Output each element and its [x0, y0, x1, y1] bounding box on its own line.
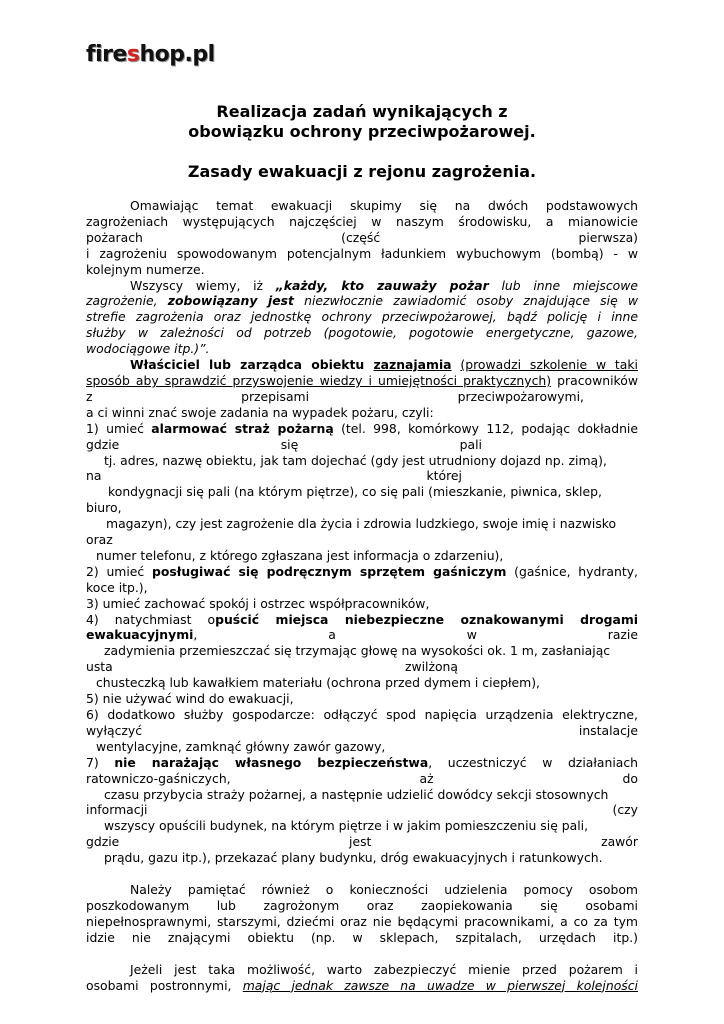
- text-line: magazyn), czy jest zagrożenie dla życia i zdrowia ludzkiego, swoje imię i nazwisko: [106, 516, 617, 532]
- text-line: czasu przybycia straży pożarnej, a następnie udzielić dowódcy sekcji stosownych: [104, 786, 609, 802]
- logo-text-fire: fire: [86, 42, 127, 67]
- text-line: na której: [86, 468, 462, 484]
- text-line: Wszyscy wiemy, iż „każdy, kto zauważy pożar lub inne miejscowe: [130, 277, 638, 293]
- logo-text-hop: hop.pl: [139, 42, 215, 67]
- text-line: numer telefonu, z którego zgłaszana jest informacja o zdarzeniu),: [96, 547, 504, 563]
- text-line: zagrożeniach występujących najczęściej w naszym środowisku, a mianowicie: [86, 213, 638, 229]
- list-item: 1) umieć alarmować straż pożarną (tel. 998, komórkowy 112, podając dokładnie: [86, 420, 638, 436]
- text-line: informacji (czy: [86, 802, 638, 818]
- logo-text-s: s: [126, 42, 140, 67]
- text-line: koce itp.),: [86, 579, 148, 595]
- text-line: kolejnym numerze.: [86, 261, 205, 277]
- text-line: idzie nie znającymi obiektu (np. w sklepach, szpitalach, urzędach itp.): [86, 929, 638, 945]
- text-line: niepełnosprawnymi, starszymi, dziećmi oraz nie będącymi pracownikami, a co za tym: [86, 913, 638, 929]
- text-line: wszyscy opuścili budynek, na którym piętrze i w jakim pomieszczeniu się pali,: [104, 818, 589, 834]
- text-line: gdzie jest zawór: [86, 834, 638, 850]
- text-line: gdzie się pali: [86, 436, 482, 452]
- text-line: zagrożenie, zobowiązany jest niezwłocznie zawiadomić osoby znajdujące się w: [86, 293, 638, 309]
- text-line: zadymienia przemieszczać się trzymając głowę na wysokości ok. 1 m, zasłaniając: [104, 643, 611, 659]
- text-line: z przepisami przeciwpożarowymi,: [86, 388, 584, 404]
- text-line: chusteczką lub kawałkiem materiału (ochrona przed dymem i ciepłem),: [96, 675, 540, 691]
- list-item: 5) nie używać wind do ewakuacji,: [86, 691, 294, 707]
- text-line: sposób aby sprawdzić przyswojenie wiedzy i umiejętności praktycznych) pracowników: [86, 372, 639, 388]
- list-item: 6) dodatkowo służby gospodarcze: odłączyć spod napięcia urządzenia elektryczne,: [86, 707, 638, 722]
- text-line: Należy pamiętać również o konieczności udzielenia pomocy osobom: [130, 882, 638, 898]
- text-line: tj. adres, nazwę obiektu, jak tam dojechać (gdy jest utrudniony dojazd np. zimą),: [104, 452, 607, 468]
- text-line: pożarach (część pierwsza): [86, 229, 638, 245]
- list-item: 2) umieć posługiwać się podręcznym sprzętem gaśniczym (gaśnice, hydranty,: [86, 563, 638, 579]
- text-line: usta zwilżoną: [86, 659, 458, 675]
- text-line: wyłączyć instalacje: [86, 722, 638, 738]
- text-line: służby w zależności od potrzeb (pogotowie, pogotowie energetyczne, gazowe,: [86, 325, 638, 341]
- text-line: strefie zagrożenia oraz jednostkę ochrony przeciwpożarowej, bądź policję i inne: [86, 309, 638, 325]
- text-line: a ci winni znać swoje zadania na wypadek pożaru, czyli:: [86, 404, 434, 420]
- title-line-2: obowiązku ochrony przeciwpożarowej.: [188, 122, 536, 141]
- list-item: 3) umieć zachować spokój i ostrzec współpracowników,: [86, 595, 430, 611]
- text-line: poszkodowanym lub zagrożonym oraz zaopiekowania się osobami: [86, 897, 638, 913]
- document-body: [86, 198, 638, 994]
- text-line: biuro,: [86, 500, 122, 516]
- list-item: 4) natychmiast opuścić miejsca niebezpieczne oznakowanymi drogami: [86, 611, 638, 627]
- text-line: ratowniczo-gaśniczych, aż do: [86, 770, 638, 786]
- list-item: 7) nie narażając własnego bezpieczeństwa, uczestniczyć w działaniach: [86, 754, 639, 770]
- text-line: Jeżeli jest taka możliwość, warto zabezpieczyć mienie przed pożarem i: [130, 961, 638, 977]
- text-line: i zagrożeniu spowodowanym potencjalnym ładunkiem wybuchowym (bombą) - w: [86, 245, 638, 261]
- text-line: kondygnacji się pali (na którym piętrze), co się pali (mieszkanie, piwnica, sklep,: [108, 484, 602, 500]
- text-line: prądu, gazu itp.), przekazać plany budynku, dróg ewakuacyjnych i ratunkowych.: [104, 850, 603, 866]
- text-line: wentylacyjne, zamknąć główny zawór gazowy,: [96, 738, 386, 754]
- title-line-1: Realizacja zadań wynikających z: [216, 102, 508, 121]
- text-line: Właściciel lub zarządca obiektu zaznajamia (prowadzi szkolenie w taki: [130, 357, 638, 373]
- text-line: oraz: [86, 532, 113, 548]
- text-line: Omawiając temat ewakuacji skupimy się na dwóch podstawowych: [130, 198, 638, 213]
- title-line-3: Zasady ewakuacji z rejonu zagrożenia.: [187, 162, 537, 181]
- text-line: wodociągowe itp.)”.: [86, 341, 210, 357]
- text-line: osobami postronnymi, mając jednak zawsze na uwadze w pierwszej kolejności: [86, 977, 638, 993]
- text-line: ewakuacyjnymi, a w razie: [86, 627, 638, 643]
- fireshop-logo: [86, 42, 215, 67]
